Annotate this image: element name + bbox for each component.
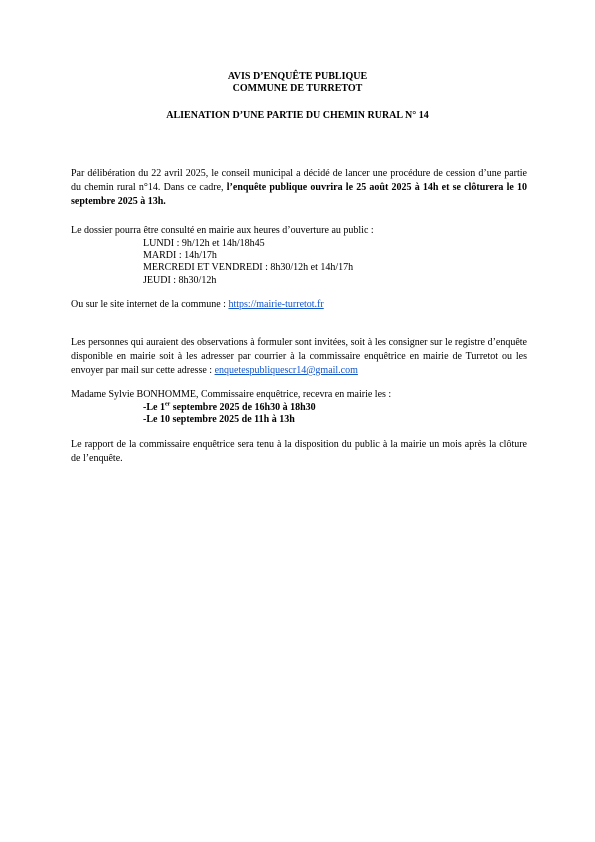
intro-dates: l’enquête publique ouvrira le 25 août 2025 à 14h et se clôturera le 10 septembre 2025 à 13h. xyxy=(71,182,528,207)
commissioner-intro: Madame Sylvie BONHOMME, Commissaire enquêtrice, recevra en mairie les : xyxy=(71,389,392,400)
website-link[interactable]: https://mairie-turretot.fr xyxy=(228,299,324,310)
email-link[interactable]: enquetespubliquescr14@gmail.com xyxy=(214,365,358,376)
hours-intro: Le dossier pourra être consulté en mairie aux heures d’ouverture au public : xyxy=(71,225,374,236)
hours-line: MERCREDI ET VENDREDI : 8h30/12h et 14h/17h xyxy=(143,262,354,273)
date1-rest: septembre 2025 de 16h30 à 18h30 xyxy=(170,402,316,413)
permanence-date-2: -Le 10 septembre 2025 de 11h à 13h xyxy=(143,414,295,425)
date1-prefix: -Le 1 xyxy=(143,402,165,413)
date1-sup: er xyxy=(164,401,171,408)
hours-line: MARDI : 14h/17h xyxy=(143,250,217,261)
intro-text: Par délibération du 22 avril 2025, le conseil municipal a décidé de lancer une procédure de cession d’une partie du chemin rural n°14. Dans ce cadre, xyxy=(71,168,527,193)
hours-line: LUNDI : 9h/12h et 14h/18h45 xyxy=(143,238,265,249)
observations-text: Les personnes qui auraient des observations à formuler sont invitées, soit à les consigner sur le registre d’enquête disponible en mairie soit à les adresser par courrier à la commissaire enquêtrice en mairie de Turretot ou les envoyer par mail sur cette adresse : xyxy=(71,337,527,376)
website-prefix: Ou sur le site internet de la commune : xyxy=(71,299,229,310)
notice-title: AVIS D’ENQUÊTE PUBLIQUE xyxy=(227,71,368,82)
report-paragraph: Le rapport de la commissaire enquêtrice sera tenu à la disposition du public à la mairie un mois après la clôture de l’enquête. xyxy=(71,439,527,464)
observations-paragraph xyxy=(71,336,527,378)
notice-subject: ALIENATION D’UNE PARTIE DU CHEMIN RURAL N° 14 xyxy=(166,110,429,121)
intro-paragraph xyxy=(71,167,527,209)
website-paragraph xyxy=(71,298,527,312)
hours-line: JEUDI : 8h30/12h xyxy=(143,275,217,286)
commune-name: COMMUNE DE TURRETOT xyxy=(232,83,363,94)
